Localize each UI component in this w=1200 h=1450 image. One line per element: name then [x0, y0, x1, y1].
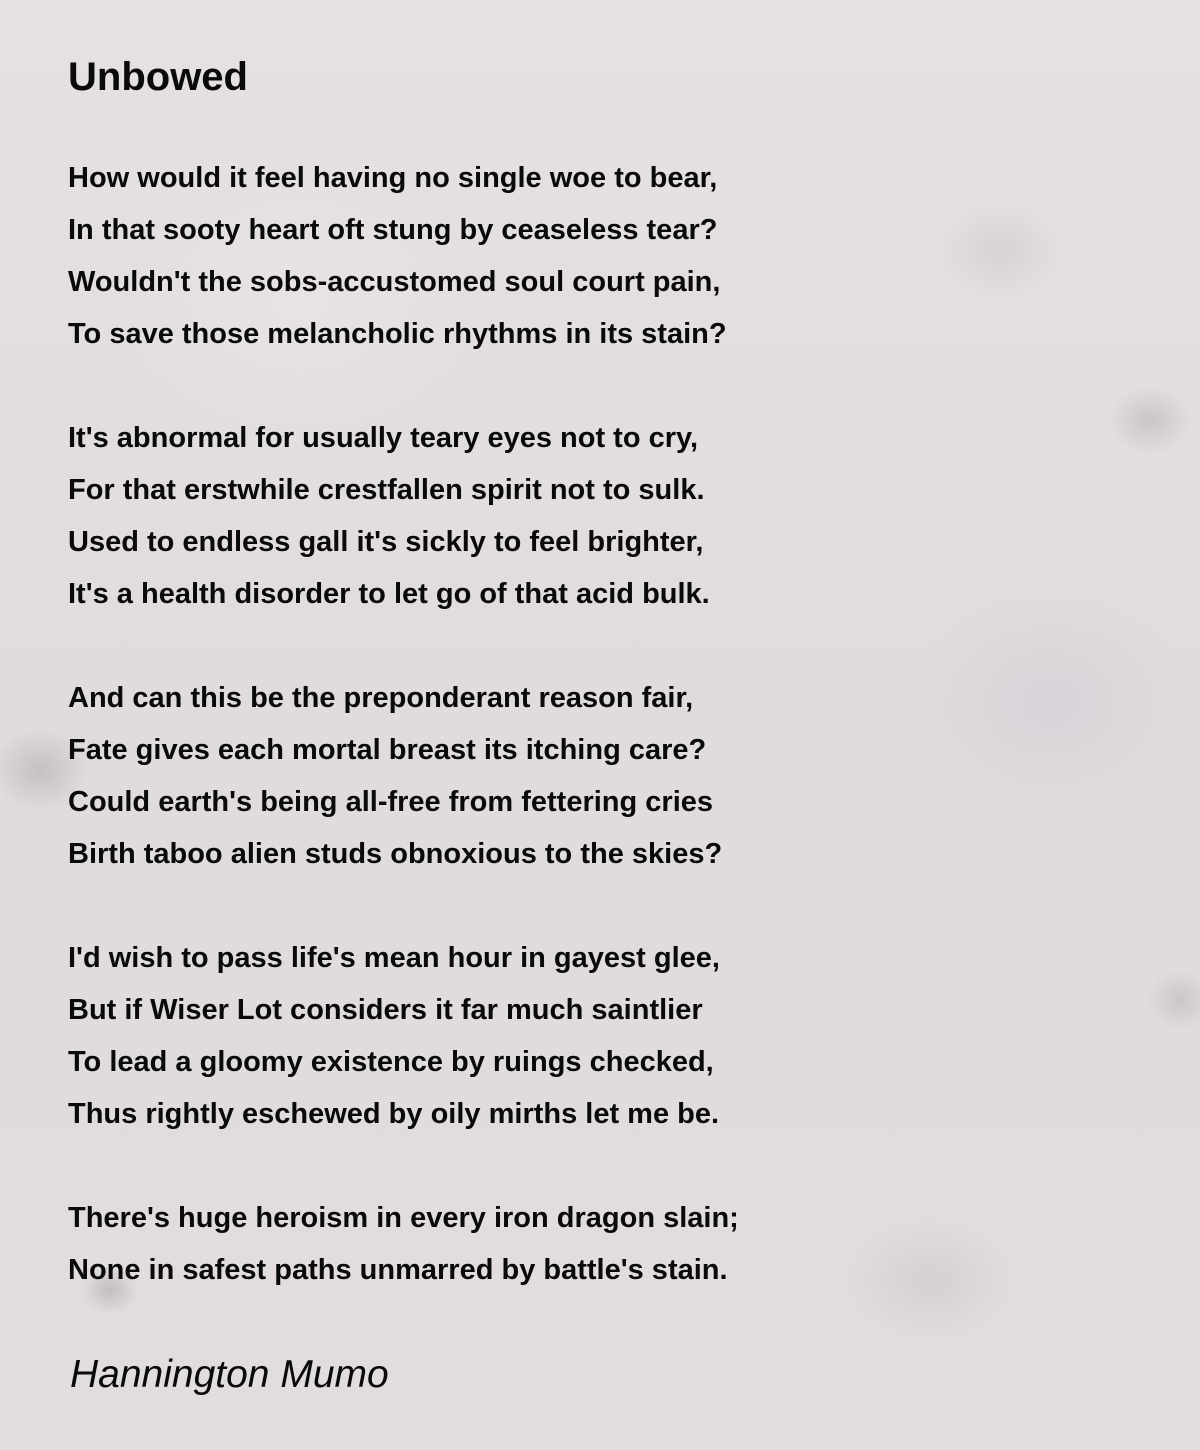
poem-line: Fate gives each mortal breast its itching care? — [68, 734, 707, 766]
poem-line: In that sooty heart oft stung by ceaseless tear? — [68, 214, 718, 246]
poem-line: For that erstwhile crestfallen spirit not to sulk. — [68, 474, 705, 506]
stanza-2 — [68, 412, 1068, 620]
poem-line: But if Wiser Lot considers it far much saintlier — [68, 994, 703, 1026]
stanza-4 — [68, 932, 1068, 1140]
poem-line: How would it feel having no single woe to bear, — [68, 162, 718, 194]
poem-line: Used to endless gall it's sickly to feel brighter, — [68, 526, 704, 558]
poem-line: Thus rightly eschewed by oily mirths let me be. — [68, 1098, 720, 1130]
poem-line: To save those melancholic rhythms in its stain? — [68, 318, 727, 350]
poem-line: To lead a gloomy existence by ruings checked, — [68, 1046, 714, 1078]
poem-line: It's abnormal for usually teary eyes not to cry, — [68, 422, 699, 454]
poem-line: There's huge heroism in every iron dragon slain; — [68, 1202, 739, 1234]
poem-line: I'd wish to pass life's mean hour in gayest glee, — [68, 942, 720, 974]
stanza-3 — [68, 672, 1068, 880]
poem-line: It's a health disorder to let go of that acid bulk. — [68, 578, 710, 610]
poem-line: Could earth's being all-free from fettering cries — [68, 786, 714, 818]
poem-line: None in safest paths unmarred by battle's stain. — [68, 1254, 728, 1286]
poem-line: Wouldn't the sobs-accustomed soul court pain, — [68, 266, 721, 298]
stanza-1 — [68, 152, 1068, 360]
poem-body — [68, 152, 1068, 1348]
poem-line: And can this be the preponderant reason fair, — [68, 682, 694, 714]
stanza-5 — [68, 1192, 1068, 1296]
poem-line: Birth taboo alien studs obnoxious to the skies? — [68, 838, 723, 870]
poem-author: Hannington Mumo — [70, 1353, 389, 1396]
poem-title: Unbowed — [68, 55, 248, 99]
